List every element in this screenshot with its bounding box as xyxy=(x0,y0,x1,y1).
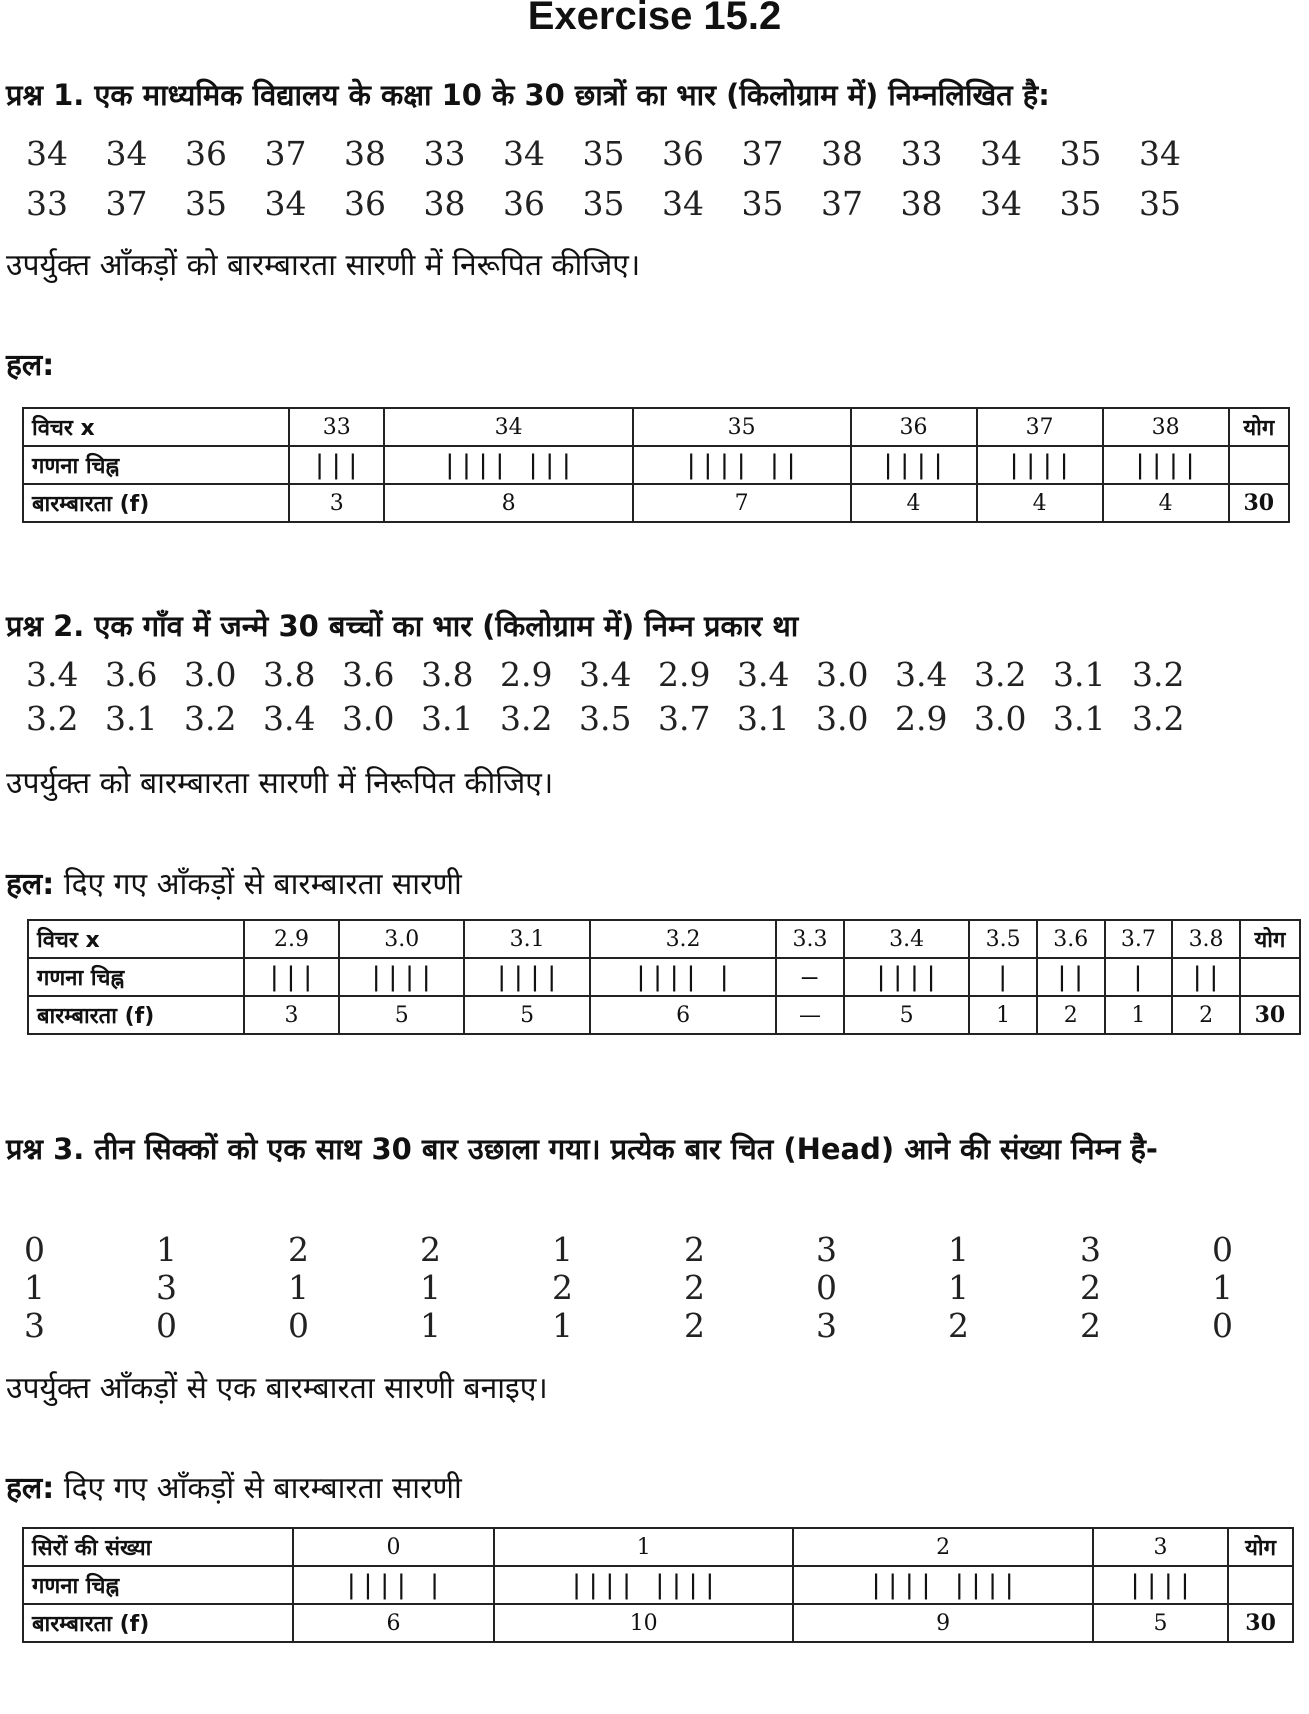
total-value: 30 xyxy=(1228,1604,1293,1642)
tally-cell: ||| xyxy=(289,446,384,484)
tally-cell: | xyxy=(969,958,1037,996)
frequency-cell: 6 xyxy=(293,1604,494,1642)
empty-cell xyxy=(1240,958,1300,996)
header-label: विचर x xyxy=(28,920,244,958)
frequency-cell: 5 xyxy=(1093,1604,1228,1642)
value-cell: 34 xyxy=(384,408,632,446)
solution-3-line xyxy=(6,1466,462,1507)
value-cell: 3.5 xyxy=(969,920,1037,958)
total-value: 30 xyxy=(1240,996,1300,1034)
frequency-label: बारम्बारता (f) xyxy=(23,484,289,522)
question-1-text: प्रश्न 1. एक माध्यमिक विद्यालय के कक्षा 10 के 30 छात्रों का भार (किलोग्राम में) निम्नलिखित है: xyxy=(6,78,1050,112)
total-label: योग xyxy=(1229,408,1289,446)
table-row-frequencies xyxy=(28,996,1300,1034)
tally-cell: |||| xyxy=(844,958,969,996)
frequency-cell: 4 xyxy=(1103,484,1229,522)
tally-cell: |||| |||| xyxy=(494,1566,793,1604)
data-row: 3.2 3.1 3.2 3.4 3.0 3.1 3.2 3.5 3.7 3.1 3.0 2.9 3.0 3.1 3.2 xyxy=(26,698,1185,738)
tally-cell: |||| xyxy=(339,958,464,996)
tally-cell: |||| xyxy=(464,958,589,996)
header-label: विचर x xyxy=(23,408,289,446)
table-row-tallies xyxy=(28,958,1300,996)
frequency-label: बारम्बारता (f) xyxy=(28,996,244,1034)
question-1-data xyxy=(26,128,1219,228)
frequency-cell: 10 xyxy=(494,1604,793,1642)
question-3-text: प्रश्न 3. तीन सिक्कों को एक साथ 30 बार उछाला गया। प्रत्येक बार चित (Head) आने की संख्या निम्न है- xyxy=(6,1132,1158,1166)
value-cell: 1 xyxy=(494,1528,793,1566)
tally-cell: |||| xyxy=(1103,446,1229,484)
value-cell: 3.0 xyxy=(339,920,464,958)
frequency-table-1 xyxy=(22,407,1290,523)
table-row-values xyxy=(23,408,1289,446)
data-row: 0 1 2 2 1 2 3 1 3 0 xyxy=(24,1229,1233,1269)
value-cell: 38 xyxy=(1103,408,1229,446)
tally-label: गणना चिह्न xyxy=(23,446,289,484)
table-row-frequencies xyxy=(23,1604,1293,1642)
table-row-frequencies xyxy=(23,484,1289,522)
solution-1-label: हल: xyxy=(6,348,55,383)
data-row: 33 37 35 34 36 38 36 35 34 35 37 38 34 35 35 xyxy=(26,183,1181,223)
tally-cell: |||| xyxy=(851,446,977,484)
value-cell: 3.2 xyxy=(590,920,776,958)
value-cell: 3.8 xyxy=(1172,920,1240,958)
tally-cell: |||| xyxy=(977,446,1103,484)
tally-cell: | xyxy=(1105,958,1173,996)
data-row: 34 34 36 37 38 33 34 35 36 37 38 33 34 35 34 xyxy=(26,133,1181,173)
frequency-table-2 xyxy=(27,919,1301,1035)
question-2-text: प्रश्न 2. एक गाँव में जन्मे 30 बच्चों का भार (किलोग्राम में) निम्न प्रकार था xyxy=(6,609,799,643)
tally-cell: || xyxy=(1172,958,1240,996)
tally-cell: |||| | xyxy=(293,1566,494,1604)
frequency-cell: 3 xyxy=(289,484,384,522)
frequency-label: बारम्बारता (f) xyxy=(23,1604,293,1642)
value-cell: 2 xyxy=(793,1528,1092,1566)
tally-cell: |||| ||| xyxy=(384,446,632,484)
question-2-data xyxy=(26,652,1211,740)
total-label: योग xyxy=(1228,1528,1293,1566)
tally-cell: ||| xyxy=(244,958,339,996)
frequency-cell: 2 xyxy=(1172,996,1240,1034)
empty-cell xyxy=(1229,446,1289,484)
tally-cell: |||| |||| xyxy=(793,1566,1092,1604)
tally-cell: — xyxy=(776,958,844,996)
table-row-tallies xyxy=(23,1566,1293,1604)
tally-cell: |||| || xyxy=(633,446,851,484)
tally-cell: |||| xyxy=(1093,1566,1228,1604)
frequency-cell: 8 xyxy=(384,484,632,522)
tally-cell: || xyxy=(1037,958,1105,996)
question-2-instruction: उपर्युक्त को बारम्बारता सारणी में निरूपित कीजिए। xyxy=(6,766,554,801)
table-row-values xyxy=(28,920,1300,958)
frequency-cell: 1 xyxy=(969,996,1037,1034)
total-label: योग xyxy=(1240,920,1300,958)
question-3-instruction: उपर्युक्त आँकड़ों से एक बारम्बारता सारणी बनाइए। xyxy=(6,1371,548,1406)
value-cell: 3.6 xyxy=(1037,920,1105,958)
frequency-cell: 4 xyxy=(977,484,1103,522)
tally-label: गणना चिह्न xyxy=(28,958,244,996)
frequency-cell: 4 xyxy=(851,484,977,522)
solution-2-line xyxy=(6,862,462,903)
frequency-cell: 3 xyxy=(244,996,339,1034)
tally-cell: |||| | xyxy=(590,958,776,996)
data-row: 1 3 1 1 2 2 0 1 2 1 xyxy=(24,1267,1233,1307)
question-3-data xyxy=(24,1230,1309,1344)
frequency-cell: 6 xyxy=(590,996,776,1034)
header-label: सिरों की संख्या xyxy=(23,1528,293,1566)
frequency-cell: 1 xyxy=(1105,996,1173,1034)
frequency-cell: — xyxy=(776,996,844,1034)
value-cell: 0 xyxy=(293,1528,494,1566)
empty-cell xyxy=(1228,1566,1293,1604)
value-cell: 3.7 xyxy=(1105,920,1173,958)
value-cell: 3.1 xyxy=(464,920,589,958)
value-cell: 35 xyxy=(633,408,851,446)
value-cell: 3.4 xyxy=(844,920,969,958)
solution-3-text: दिए गए आँकड़ों से बारम्बारता सारणी xyxy=(54,1471,462,1506)
tally-label: गणना चिह्न xyxy=(23,1566,293,1604)
value-cell: 2.9 xyxy=(244,920,339,958)
frequency-cell: 5 xyxy=(464,996,589,1034)
data-row: 3.4 3.6 3.0 3.8 3.6 3.8 2.9 3.4 2.9 3.4 3.0 3.4 3.2 3.1 3.2 xyxy=(26,654,1185,694)
data-row: 3 0 0 1 1 2 3 2 2 0 xyxy=(24,1305,1233,1345)
frequency-cell: 9 xyxy=(793,1604,1092,1642)
page-title: Exercise 15.2 xyxy=(527,0,782,38)
solution-2-label: हल: xyxy=(6,867,55,902)
frequency-cell: 5 xyxy=(844,996,969,1034)
question-1-instruction: उपर्युक्त आँकड़ों को बारम्बारता सारणी में निरूपित कीजिए। xyxy=(6,248,641,283)
solution-3-label: हल: xyxy=(6,1471,55,1506)
frequency-cell: 7 xyxy=(633,484,851,522)
value-cell: 3 xyxy=(1093,1528,1228,1566)
value-cell: 36 xyxy=(851,408,977,446)
value-cell: 37 xyxy=(977,408,1103,446)
frequency-table-3 xyxy=(22,1527,1294,1643)
frequency-cell: 2 xyxy=(1037,996,1105,1034)
value-cell: 3.3 xyxy=(776,920,844,958)
solution-2-text: दिए गए आँकड़ों से बारम्बारता सारणी xyxy=(54,867,462,902)
total-value: 30 xyxy=(1229,484,1289,522)
table-row-values xyxy=(23,1528,1293,1566)
table-row-tallies xyxy=(23,446,1289,484)
frequency-cell: 5 xyxy=(339,996,464,1034)
value-cell: 33 xyxy=(289,408,384,446)
